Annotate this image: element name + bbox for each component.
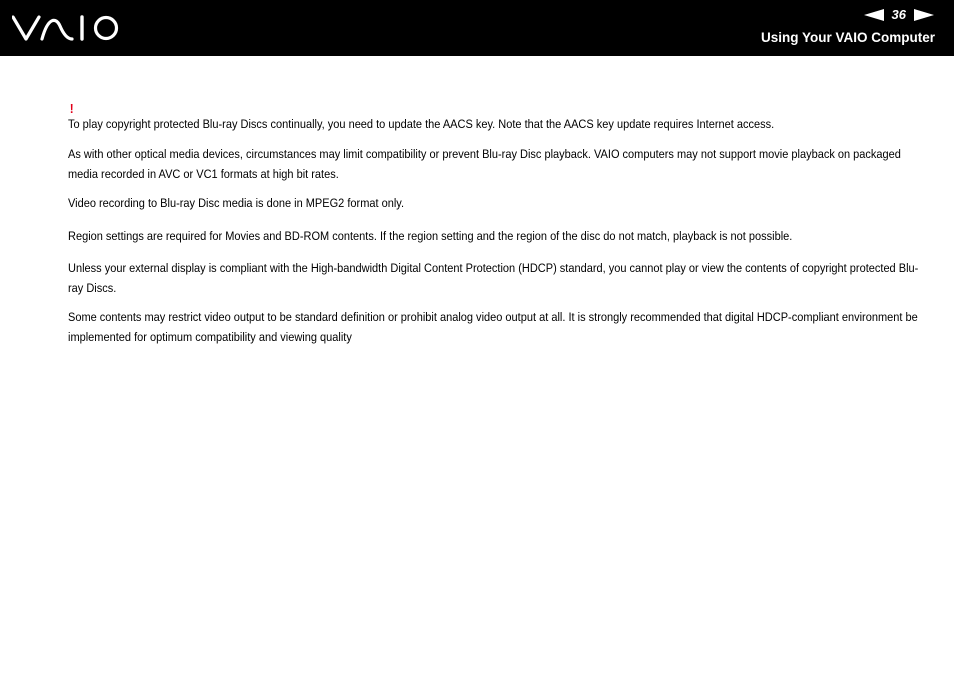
paragraph-hdcp: Unless your external display is compliant with the High-bandwidth Digital Content Protection (HDCP) standard, you cannot play or view the contents of copyright protected Blu-ray Discs. bbox=[68, 261, 919, 295]
page-header bbox=[0, 0, 954, 56]
vaio-logo bbox=[12, 14, 122, 42]
arrow-left-icon[interactable] bbox=[864, 9, 884, 21]
paragraph-video-output: Some contents may restrict video output to be standard definition or prohibit analog video output at all. It is strongly recommended that digital HDCP-compliant environment be implemented for optimum compatibility and viewing quality bbox=[68, 310, 918, 344]
page-number: 36 bbox=[891, 7, 906, 22]
arrow-right-icon[interactable] bbox=[914, 9, 934, 21]
page-navigation bbox=[864, 7, 934, 23]
paragraph-aacs-key: To play copyright protected Blu-ray Discs continually, you need to update the AACS key. Note that the AACS key update requires Internet access. bbox=[68, 117, 775, 131]
paragraph-region-settings: Region settings are required for Movies and BD-ROM contents. If the region setting and the region of the disc do not match, playback is not possible. bbox=[68, 229, 793, 243]
section-title: Using Your VAIO Computer bbox=[760, 30, 935, 45]
warning-icon: ! bbox=[69, 101, 74, 116]
page-content bbox=[68, 103, 920, 356]
paragraph-recording-format: Video recording to Blu-ray Disc media is done in MPEG2 format only. bbox=[68, 196, 405, 210]
paragraph-compatibility: As with other optical media devices, circumstances may limit compatibility or prevent Blu-ray Disc playback. VAIO computers may not support movie playback on packaged media recorded in AVC or VC1 formats at high bit rates. bbox=[68, 147, 901, 181]
